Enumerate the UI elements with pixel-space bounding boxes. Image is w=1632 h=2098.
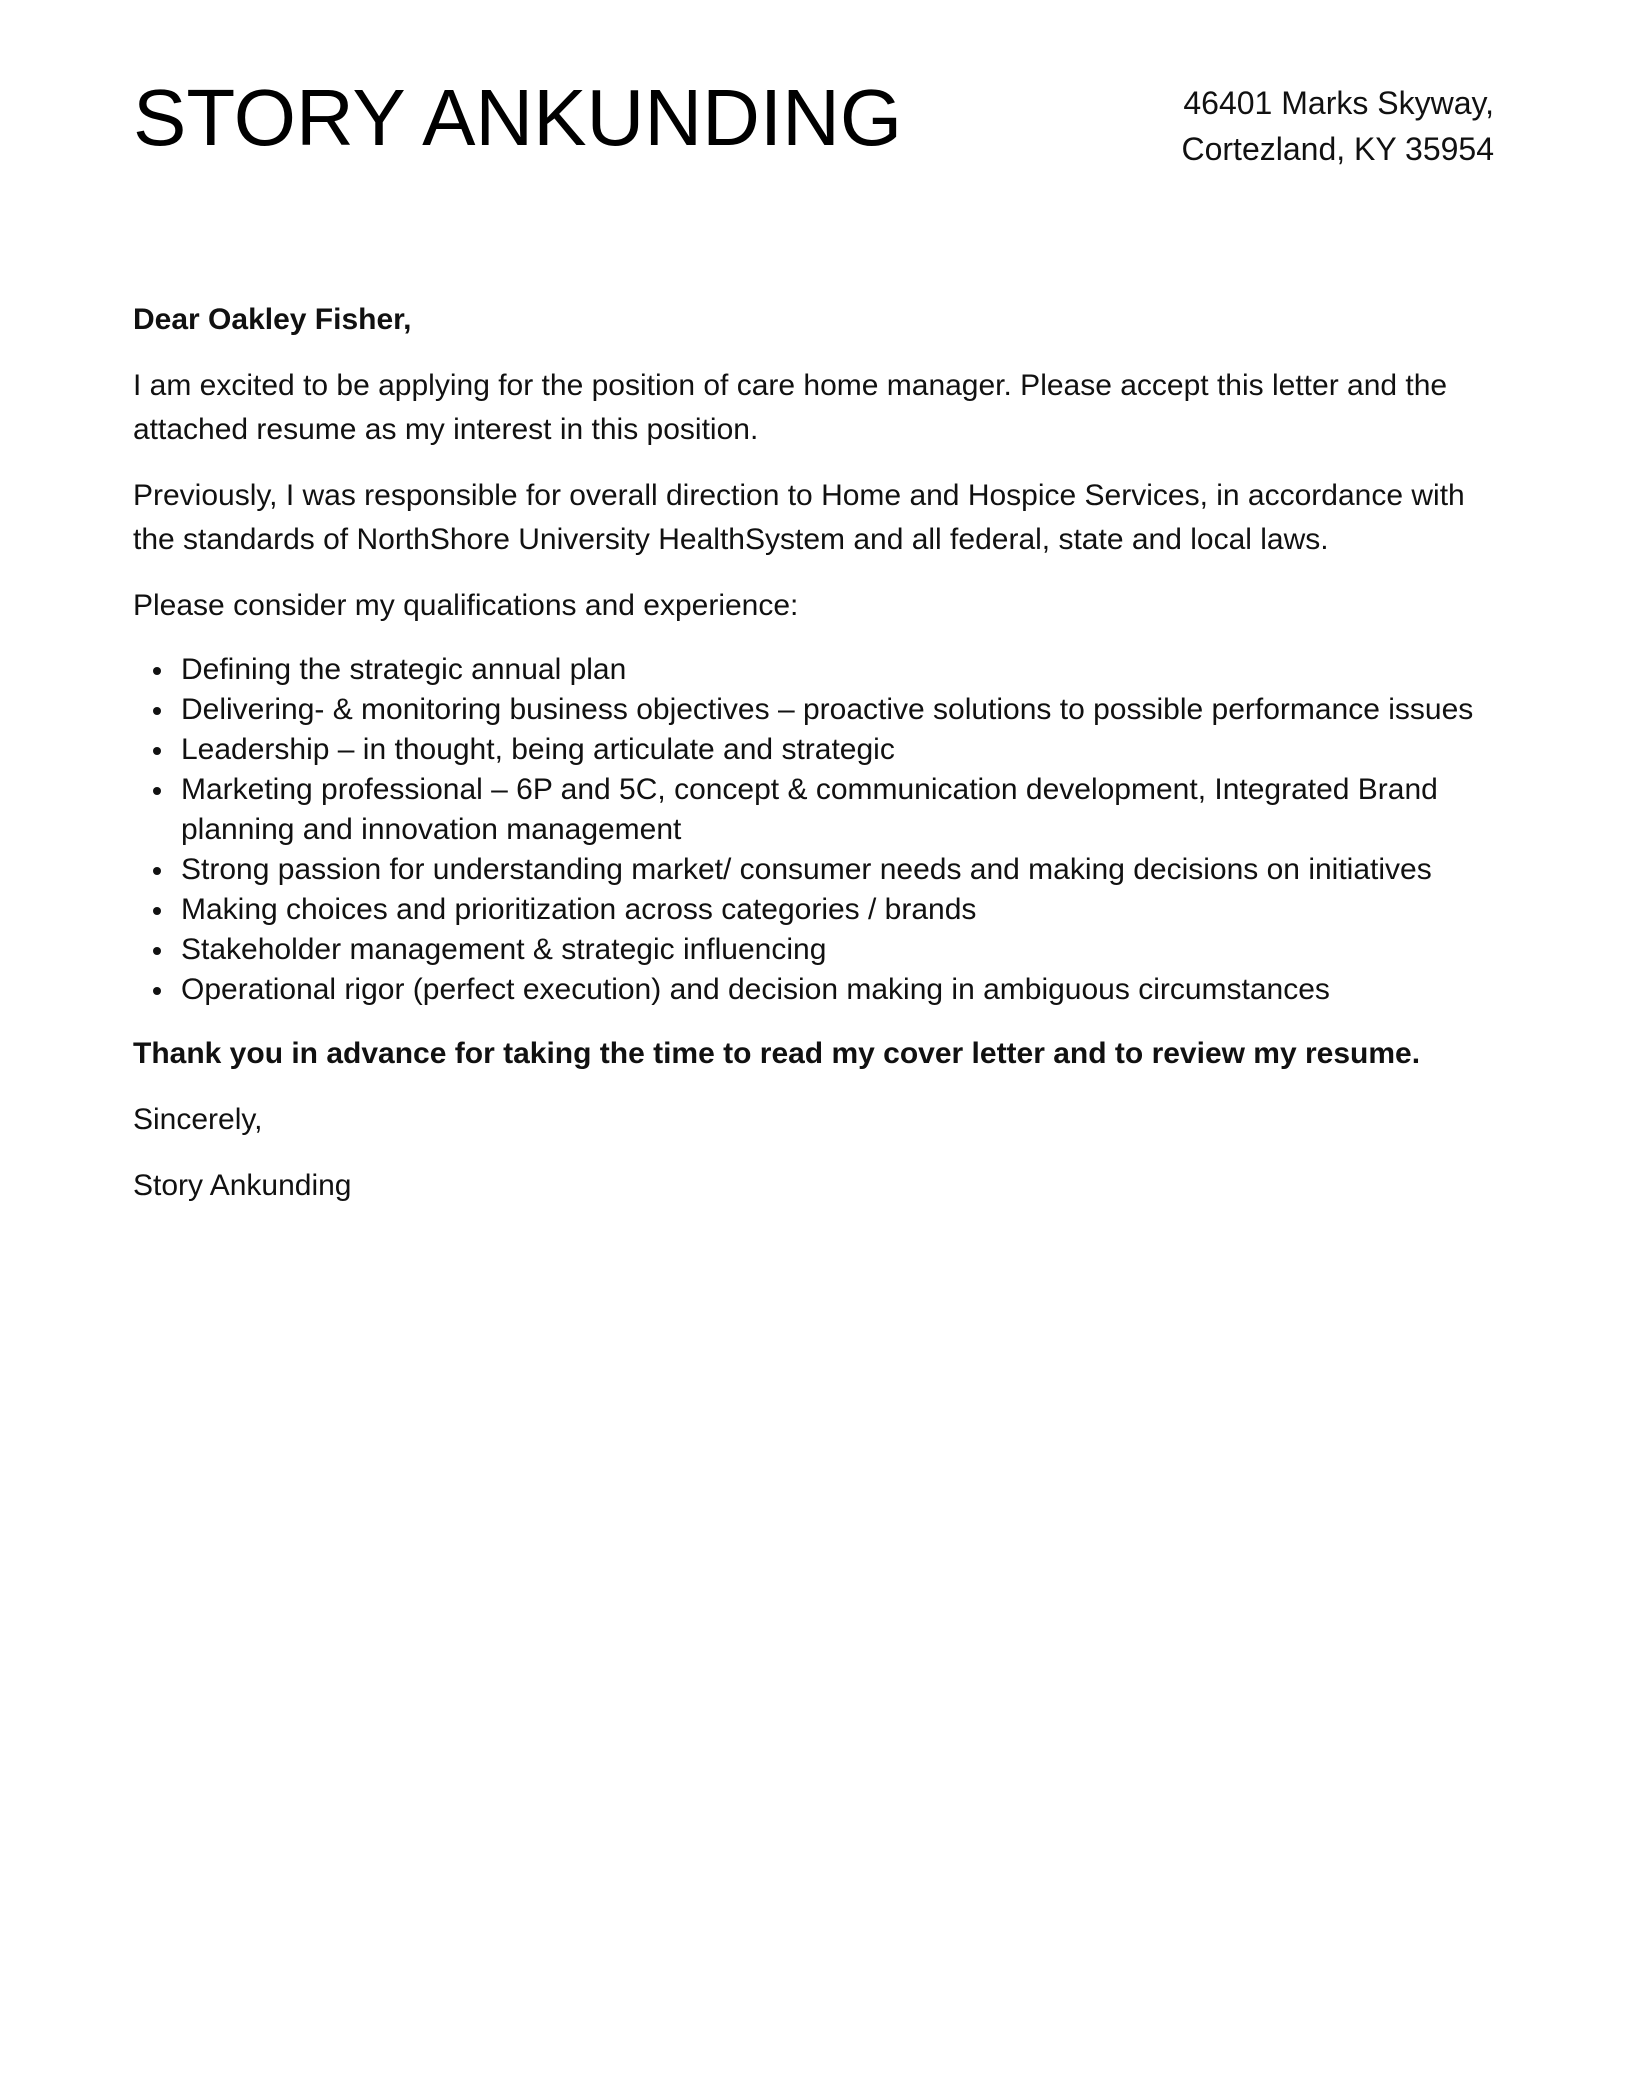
letter-body: [133, 298, 1503, 1230]
signoff: Sincerely,: [133, 1103, 263, 1136]
list-item: [181, 850, 1503, 890]
letter-header: [133, 70, 1494, 190]
list-item-text: Strong passion for understanding market/ consumer needs and making decisions on initiatives: [181, 853, 1432, 886]
bullet-icon: [153, 987, 161, 995]
closing-statement: Thank you in advance for taking the time to read my cover letter and to review my resume.: [133, 1037, 1421, 1070]
list-item-text: Marketing professional – 6P and 5C, concept & communication development, Integrated Brand planning and innovation management: [181, 773, 1438, 846]
list-item: [181, 970, 1503, 1010]
list-item: [181, 890, 1503, 930]
bullet-icon: [153, 747, 161, 755]
list-item: [181, 650, 1503, 690]
list-item-text: Operational rigor (perfect execution) and decision making in ambiguous circumstances: [181, 973, 1330, 1006]
list-item-text: Defining the strategic annual plan: [181, 653, 627, 686]
bullet-icon: [153, 947, 161, 955]
address-line-1: 46401 Marks Skyway,: [1183, 85, 1494, 121]
list-item-text: Stakeholder management & strategic influencing: [181, 933, 827, 966]
list-item: [181, 730, 1503, 770]
qualifications-intro: Please consider my qualifications and experience:: [133, 589, 799, 622]
experience-paragraph: Previously, I was responsible for overall direction to Home and Hospice Services, in accordance with the standards of NorthShore University HealthSystem and all federal, state and local laws.: [133, 479, 1465, 556]
bullet-icon: [153, 867, 161, 875]
sender-name: STORY ANKUNDING: [133, 73, 903, 162]
list-item: [181, 690, 1503, 730]
list-item-text: Leadership – in thought, being articulate and strategic: [181, 733, 895, 766]
intro-paragraph: I am excited to be applying for the position of care home manager. Please accept this letter and the attached resume as my interest in this position.: [133, 369, 1448, 446]
list-item: [181, 770, 1503, 850]
salutation: Dear Oakley Fisher,: [133, 303, 412, 336]
address-line-2: Cortezland, KY 35954: [1181, 131, 1494, 167]
bullet-icon: [153, 707, 161, 715]
list-item: [181, 930, 1503, 970]
bullet-icon: [153, 787, 161, 795]
list-item-text: Making choices and prioritization across categories / brands: [181, 893, 977, 926]
bullet-icon: [153, 667, 161, 675]
bullet-icon: [153, 907, 161, 915]
list-item-text: Delivering- & monitoring business objectives – proactive solutions to possible performance issues: [181, 693, 1474, 726]
qualifications-list: [133, 650, 1503, 1010]
signature-name: Story Ankunding: [133, 1169, 352, 1202]
sender-address: [1181, 80, 1494, 172]
